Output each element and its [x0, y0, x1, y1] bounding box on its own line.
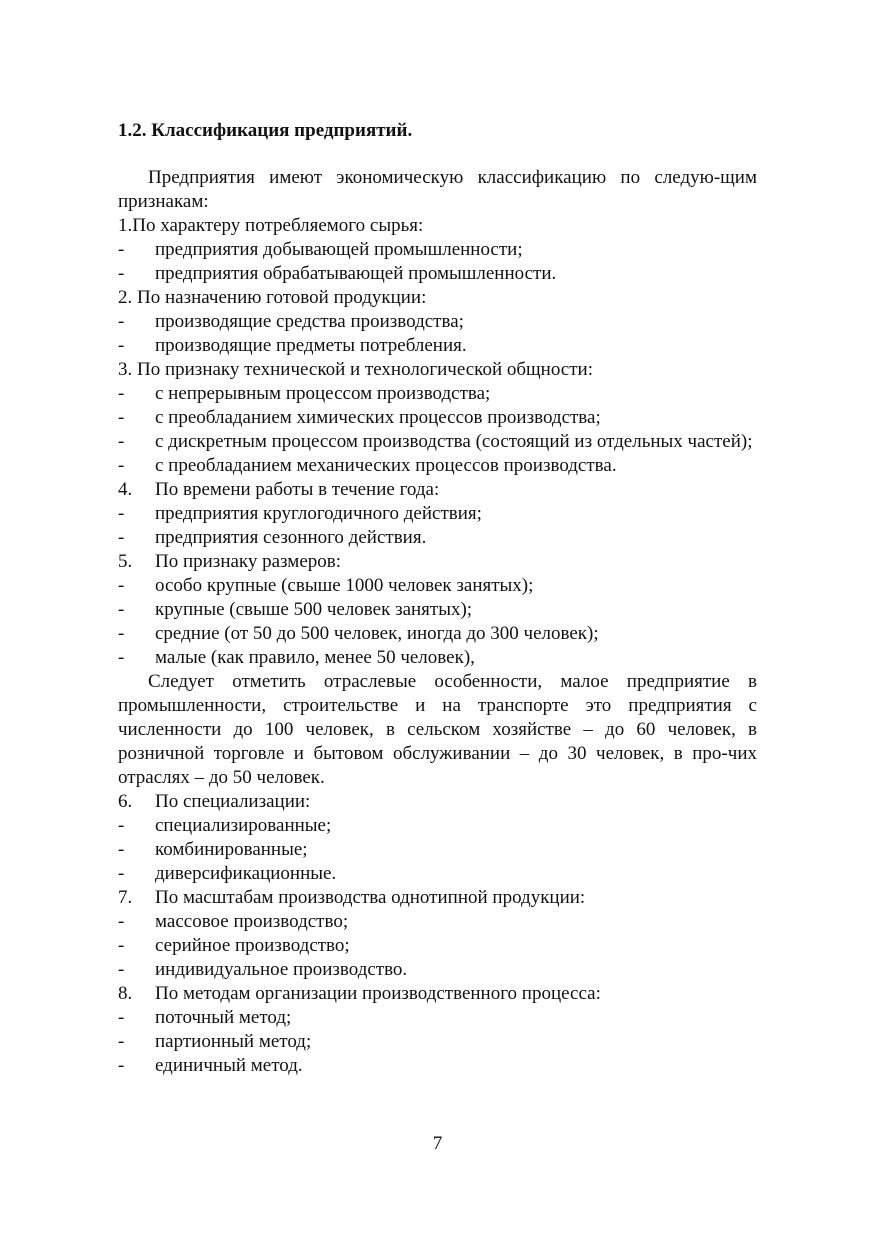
page-number: 7 [432, 1133, 443, 1154]
list-item: - с преобладанием механических процессов производства. [118, 455, 617, 476]
section-8-title: 8. По методам организации производственного процесса: [118, 983, 601, 1004]
list-item: - особо крупные (свыше 1000 человек занятых); [118, 575, 534, 596]
list-item: - массовое производство; [118, 911, 349, 932]
list-item: - малые (как правило, менее 50 человек), [118, 647, 475, 668]
list-item: - индивидуальное производство. [118, 959, 408, 980]
section-4-title: 4. По времени работы в течение года: [118, 479, 440, 500]
list-item: - предприятия обрабатывающей промышленности. [118, 263, 557, 284]
section-5-title: 5. По признаку размеров: [118, 551, 342, 572]
list-item: - диверсификационные. [118, 863, 337, 884]
section-1-title: 1.По характеру потребляемого сырья: [118, 215, 424, 236]
section-heading: 1.2. Классификация предприятий. [118, 120, 413, 141]
section-2-title: 2. По назначению готовой продукции: [118, 287, 427, 308]
list-item: - средние (от 50 до 500 человек, иногда до 300 человек); [118, 623, 599, 644]
list-item: - производящие предметы потребления. [118, 335, 467, 356]
list-item: - предприятия сезонного действия. [118, 527, 427, 548]
list-item: - крупные (свыше 500 человек занятых); [118, 599, 473, 620]
list-item: - партионный метод; [118, 1031, 312, 1052]
document-body [118, 166, 757, 1078]
list-item: - с преобладанием химических процессов производства; [118, 407, 601, 428]
list-item: - предприятия круглогодичного действия; [118, 503, 482, 524]
note-paragraph: Следует отметить отраслевые особенности, малое предприятие в промышленности, строительстве и на транспорте это предприятия с численности до 100 человек, в сельском хозяйстве – до 60 человек, в розничной торговле и бытовом обслуживании – до 30 человек, в про-чих отраслях – до 50 человек. [118, 671, 757, 788]
list-item: - поточный метод; [118, 1007, 292, 1028]
list-item: - с непрерывным процессом производства; [118, 383, 491, 404]
list-item: - комбинированные; [118, 839, 308, 860]
list-item: - единичный метод. [118, 1055, 303, 1076]
list-item: - специализированные; [118, 815, 332, 836]
list-item: - с дискретным процессом производства (состоящий из отдельных частей); [118, 431, 753, 452]
list-item: - производящие средства производства; [118, 311, 464, 332]
section-7-title: 7. По масштабам производства однотипной продукции: [118, 887, 586, 908]
list-item: - серийное производство; [118, 935, 350, 956]
intro-paragraph: Предприятия имеют экономическую классификацию по следую-щим признакам: [118, 167, 757, 212]
section-3-title: 3. По признаку технической и технологической общности: [118, 359, 593, 380]
list-item: - предприятия добывающей промышленности; [118, 239, 523, 260]
section-6-title: 6. По специализации: [118, 791, 311, 812]
